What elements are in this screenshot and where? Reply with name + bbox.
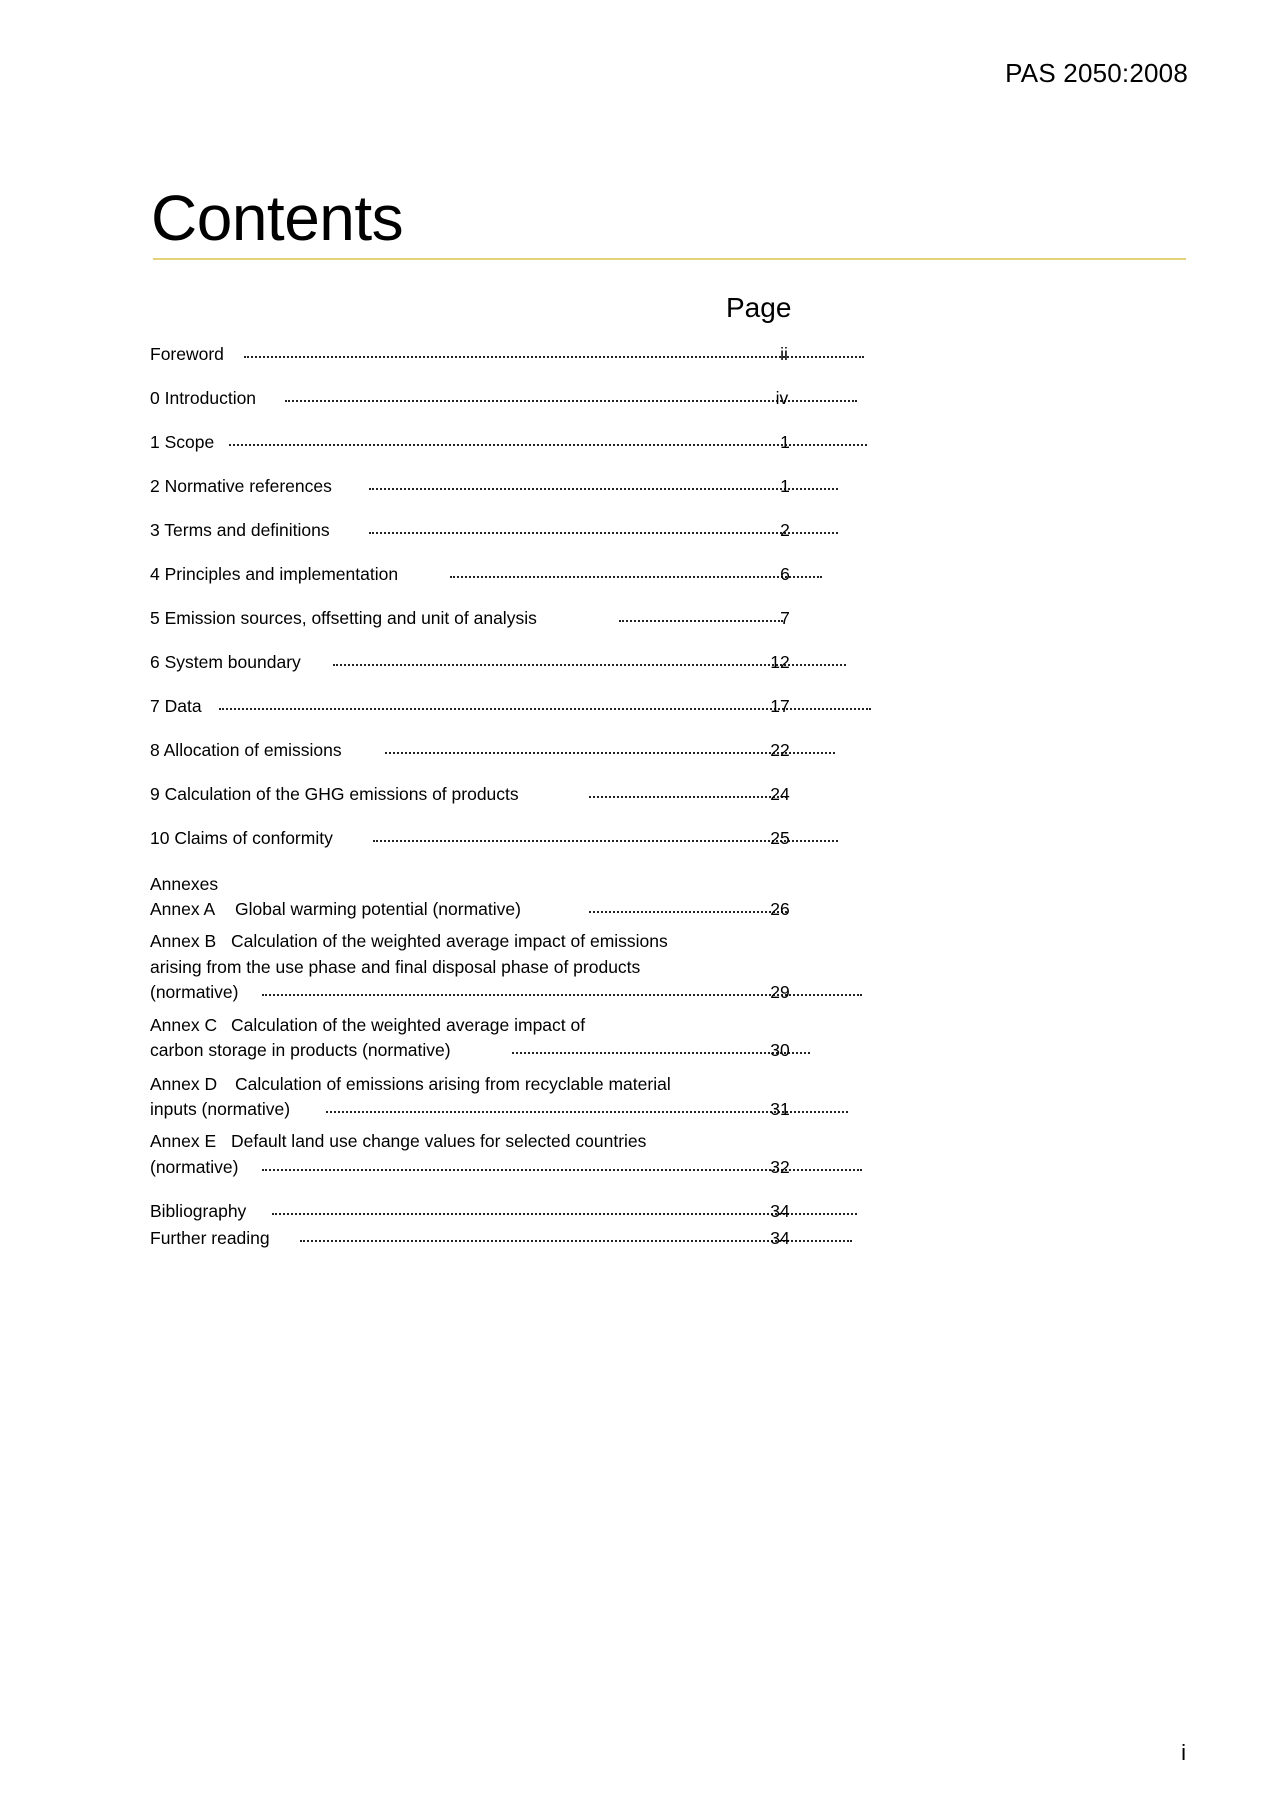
footer-page-number: i — [1181, 1740, 1186, 1765]
toc-label: 6 System boundary — [150, 652, 301, 672]
page-title: Contents — [151, 182, 404, 254]
toc-page-number: 34 — [770, 1201, 790, 1221]
toc-label: 4 Principles and implementation — [150, 564, 399, 584]
toc-label — [150, 1130, 646, 1152]
toc-page-number: 12 — [770, 652, 790, 672]
annex-label: Annex A — [150, 899, 216, 919]
toc-page-number: 31 — [770, 1099, 790, 1119]
annex-label: Annex C — [150, 1015, 218, 1035]
annex-title: Global warming potential (normative) — [235, 899, 521, 919]
toc-leader — [229, 442, 867, 446]
annex-title-line1: Default land use change values for selected countries — [231, 1131, 647, 1151]
toc-leader — [589, 794, 787, 798]
toc-page-number: 7 — [780, 608, 790, 628]
annex-title-line1: Calculation of emissions arising from recyclable material — [235, 1074, 671, 1094]
annex-title-line2: carbon storage in products (normative) — [150, 1040, 451, 1060]
toc-label — [150, 1073, 671, 1095]
toc-page-number: 1 — [780, 432, 790, 452]
toc-page-number: 29 — [770, 982, 790, 1002]
toc-leader — [619, 618, 783, 622]
annex-label: Annex B — [150, 931, 217, 951]
toc-page-number: 30 — [770, 1040, 790, 1060]
toc-leader — [589, 909, 787, 913]
toc-label: Bibliography — [150, 1201, 247, 1221]
document-id: PAS 2050:2008 — [1005, 58, 1188, 88]
toc-page-number: 1 — [780, 476, 790, 496]
toc-page-number: 24 — [770, 784, 790, 804]
toc-page-number: 2 — [780, 520, 790, 540]
annex-title-line2: (normative) — [150, 1157, 239, 1177]
toc-label: 3 Terms and definitions — [150, 520, 330, 540]
toc-label — [150, 898, 521, 920]
toc-leader — [244, 354, 864, 358]
annex-label: Annex E — [150, 1131, 217, 1151]
toc-page-number: 32 — [770, 1157, 790, 1177]
toc-leader — [369, 530, 838, 534]
toc-label: 0 Introduction — [150, 388, 257, 408]
page-column-heading: Page — [726, 292, 792, 323]
toc-leader — [373, 838, 838, 842]
toc-page-number: ii — [780, 344, 788, 364]
annex-title-line2: arising from the use phase and final disposal phase of products — [150, 957, 641, 977]
annex-title-line3: (normative) — [150, 982, 239, 1002]
toc-page-number: iv — [775, 388, 789, 408]
toc-leader — [512, 1050, 810, 1054]
annex-title-line1: Calculation of the weighted average impact of — [231, 1015, 586, 1035]
toc-leader — [369, 486, 838, 490]
toc-label: Further reading — [150, 1228, 270, 1248]
annexes-heading: Annexes — [150, 874, 219, 894]
toc-page-number: 17 — [770, 696, 790, 716]
toc-label: 10 Claims of conformity — [150, 828, 333, 848]
toc-page-number: 25 — [770, 828, 790, 848]
toc-leader — [450, 574, 822, 578]
toc-page-number: 6 — [780, 564, 790, 584]
toc-page-number: 34 — [770, 1228, 790, 1248]
toc-page-number: 22 — [770, 740, 790, 760]
toc-label: 1 Scope — [150, 432, 215, 452]
annex-title-line2: inputs (normative) — [150, 1099, 291, 1119]
toc-label: 2 Normative references — [150, 476, 332, 496]
toc-label: 7 Data — [150, 696, 202, 716]
toc-page-number: 26 — [770, 899, 790, 919]
toc-label: 8 Allocation of emissions — [150, 740, 342, 760]
toc-label: 9 Calculation of the GHG emissions of products — [150, 784, 519, 804]
annex-label: Annex D — [150, 1074, 218, 1094]
title-rule — [153, 258, 1186, 260]
toc-label: Foreword — [150, 344, 224, 364]
toc-label — [150, 1014, 585, 1036]
annex-title-line1: Calculation of the weighted average impact of emissions — [231, 931, 668, 951]
toc-leader — [385, 750, 835, 754]
toc-label — [150, 930, 668, 952]
toc-label: 5 Emission sources, offsetting and unit of analysis — [150, 608, 537, 628]
